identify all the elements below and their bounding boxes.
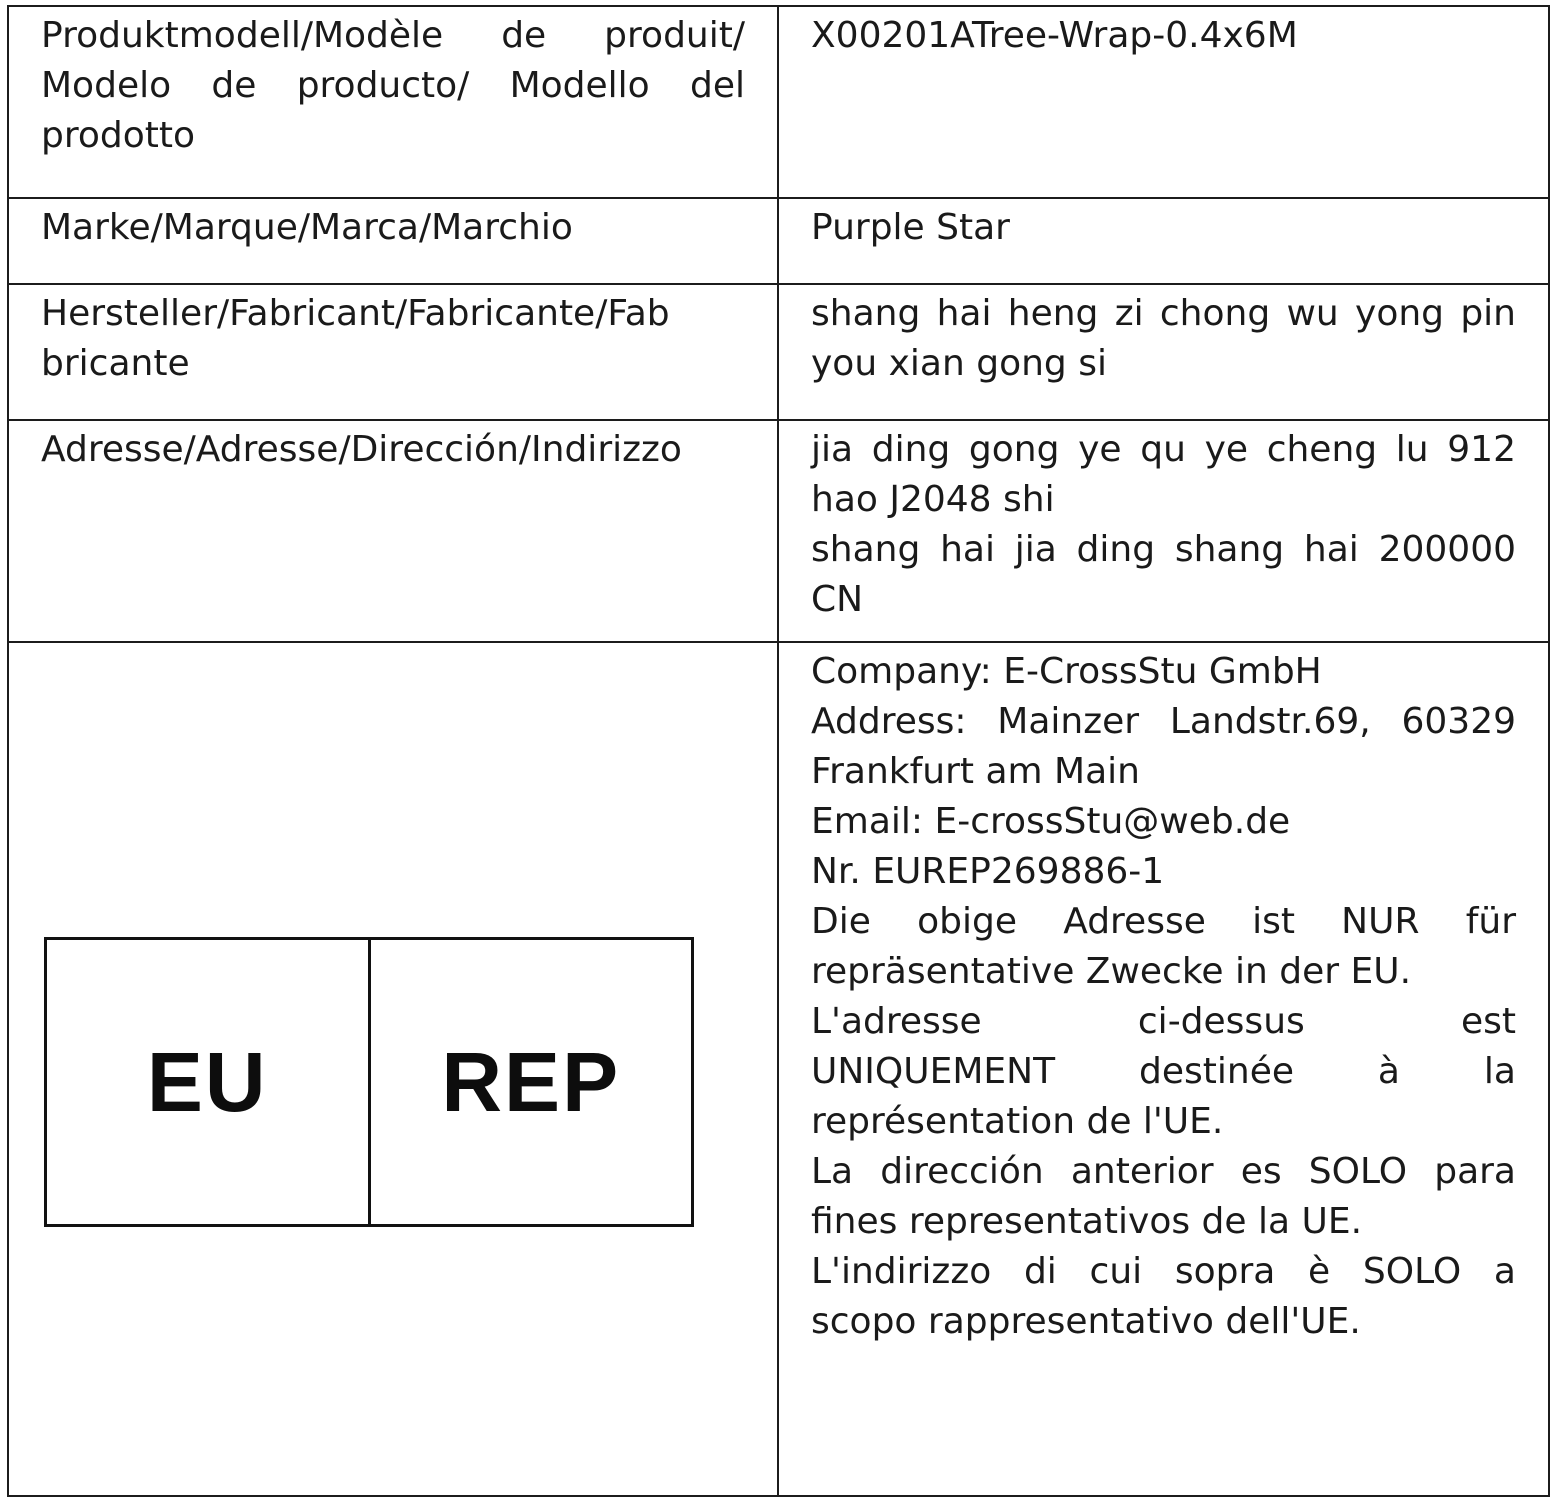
product-model-value (778, 6, 1549, 198)
product-model-label-line-3: prodotto (41, 115, 196, 156)
eu-rep-note-it-line-2: scopo rappresentativo dell'UE. (811, 1301, 1361, 1342)
eu-rep-number: Nr. EUREP269886-1 (811, 851, 1165, 892)
eu-rep-email: Email: E-crossStu@web.de (811, 801, 1291, 842)
eu-rep-note-de-line-2: repräsentative Zwecke in der EU. (811, 951, 1412, 992)
eu-rep-address-line-1: Address: Mainzer Landstr.69, 60329 (811, 701, 1516, 742)
eu-rep-note-es-line-1: La dirección anterior es SOLO para (811, 1151, 1516, 1192)
eu-rep-logo (44, 937, 694, 1227)
address-value-line-4: CN (811, 579, 864, 620)
brand-value-line-1: Purple Star (811, 207, 1010, 248)
eu-rep-note-de-line-1: Die obige Adresse ist NUR für (811, 901, 1516, 942)
address-value-line-3: shang hai jia ding shang hai 200000 (811, 529, 1516, 570)
brand-label (8, 198, 778, 284)
eu-rep-note-fr-line-3: représentation de l'UE. (811, 1101, 1224, 1142)
eu-rep-address-line-2: Frankfurt am Main (811, 751, 1140, 792)
manufacturer-value-line-2: you xian gong si (811, 343, 1107, 384)
table-row-brand (8, 198, 1549, 284)
address-value-line-2: hao J2048 shi (811, 479, 1055, 520)
address-label-line-1: Adresse/Adresse/Dirección/Indirizzo (41, 429, 682, 470)
table-row-address (8, 420, 1549, 642)
manufacturer-label-line-1: Hersteller/Fabricant/Fabricante/Fab (41, 293, 670, 334)
product-model-label-line-1: Produktmodell/Modèle de produit/ (41, 15, 745, 56)
brand-value (778, 198, 1549, 284)
eu-rep-logo-cell (8, 642, 778, 1496)
eu-rep-logo-rep: REP (441, 1035, 621, 1129)
table-row-eu-representative (8, 642, 1549, 1496)
eu-rep-company: Company: E-CrossStu GmbH (811, 651, 1322, 692)
eu-rep-note-fr-line-1: L'adresse ci-dessus est (811, 1001, 1516, 1042)
address-value (778, 420, 1549, 642)
table-row-manufacturer (8, 284, 1549, 420)
manufacturer-value (778, 284, 1549, 420)
product-model-label (8, 6, 778, 198)
eu-rep-note-fr-line-2: UNIQUEMENT destinée à la (811, 1051, 1516, 1092)
eu-rep-details (778, 642, 1549, 1496)
manufacturer-value-line-1: shang hai heng zi chong wu yong pin (811, 293, 1516, 334)
product-model-value-line-1: X00201ATree-Wrap-0.4x6M (811, 15, 1298, 56)
manufacturer-label (8, 284, 778, 420)
address-value-line-1: jia ding gong ye qu ye cheng lu 912 (811, 429, 1516, 470)
brand-label-line-1: Marke/Marque/Marca/Marchio (41, 207, 573, 248)
eu-rep-note-it-line-1: L'indirizzo di cui sopra è SOLO a (811, 1251, 1516, 1292)
product-info-table (7, 5, 1550, 1497)
eu-rep-logo-eu: EU (146, 1035, 268, 1129)
table-row-product-model (8, 6, 1549, 198)
manufacturer-label-line-2: bricante (41, 343, 190, 384)
eu-rep-note-es-line-2: fines representativos de la UE. (811, 1201, 1363, 1242)
product-model-label-line-2: Modelo de producto/ Modello del (41, 65, 745, 106)
address-label (8, 420, 778, 642)
